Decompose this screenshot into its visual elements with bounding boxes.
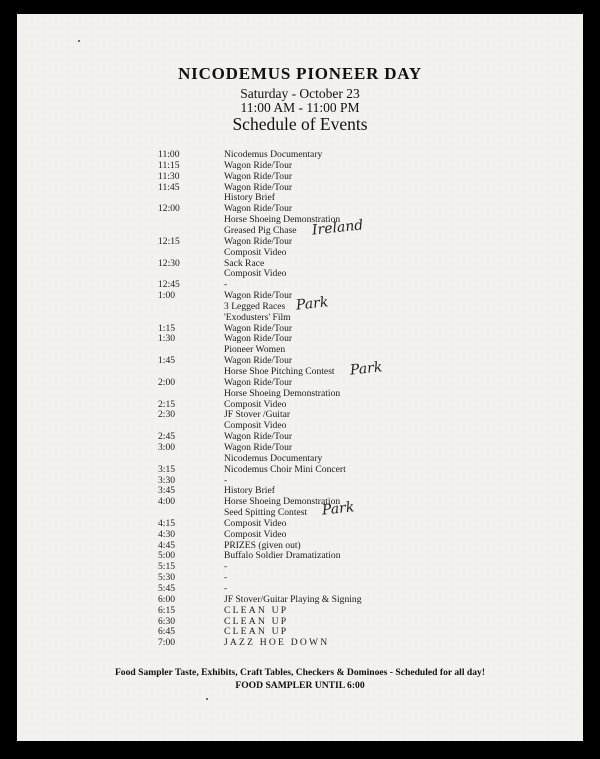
handwritten-note: Ireland: [311, 217, 365, 239]
schedule-event: Wagon Ride/Tour: [224, 333, 293, 345]
schedule-event: History Brief: [224, 192, 275, 204]
schedule-time: 12:00: [158, 203, 180, 215]
event-date: Saturday - October 23: [240, 86, 360, 101]
schedule-event: Wagon Ride/Tour: [224, 290, 293, 302]
schedule-time: 7:00: [158, 637, 176, 649]
schedule-event: Buffalo Soldier Dramatization: [224, 550, 341, 562]
schedule-event: Greased Pig Chase: [224, 224, 297, 236]
schedule-event: Composit Video: [224, 268, 287, 280]
handwritten-note: Park: [321, 499, 356, 519]
schedule-time: [158, 192, 208, 203]
schedule-event: PRIZES (given out): [224, 539, 301, 551]
schedule-time: [158, 312, 208, 323]
handwritten-note: Park: [295, 294, 330, 314]
schedule-time: 5:00: [158, 550, 176, 562]
schedule-time: [158, 268, 208, 279]
schedule-event: Sack Race: [224, 257, 265, 269]
schedule-event: Wagon Ride/Tour: [224, 376, 293, 388]
schedule-event: CLEAN UP: [224, 626, 289, 638]
schedule-event: Wagon Ride/Tour: [224, 235, 293, 247]
schedule-event: Horse Shoeing Demonstration: [224, 387, 341, 399]
schedule-event: JF Stover /Guitar: [224, 409, 291, 421]
schedule-time: 12:45: [158, 279, 180, 291]
handwritten-note: Park: [349, 359, 384, 379]
footer-note: Food Sampler Taste, Exhibits, Craft Tables, Checkers & Dominoes - Scheduled for all day!: [114, 667, 486, 678]
schedule-event: Nicodemus Choir Mini Concert: [224, 463, 346, 475]
schedule-event: Horse Shoeing Demonstration: [224, 496, 341, 508]
schedule-time: 12:30: [158, 257, 180, 269]
schedule-time: 5:15: [158, 561, 176, 573]
schedule-time: 6:45: [158, 626, 176, 638]
schedule-event: History Brief: [224, 485, 275, 497]
schedule-time: 6:15: [158, 604, 176, 616]
schedule-event: Composit Video: [224, 420, 287, 432]
schedule-time: 4:15: [158, 517, 176, 529]
schedule-event: Horse Shoeing Demonstration: [224, 214, 341, 226]
schedule-time: 4:45: [158, 539, 176, 551]
schedule-time: [158, 388, 208, 399]
schedule-time: 1:15: [158, 322, 176, 334]
schedule-time: [158, 301, 208, 312]
schedule-event: Pioneer Women: [224, 344, 286, 356]
schedule-event: CLEAN UP: [224, 604, 289, 616]
document-title: NICODEMUS PIONEER DAY: [178, 64, 422, 83]
schedule-time: 11:00: [158, 149, 180, 160]
schedule-event: Composit Video: [224, 517, 287, 529]
schedule-event: Wagon Ride/Tour: [224, 159, 293, 171]
schedule-event: Wagon Ride/Tour: [224, 355, 293, 367]
schedule-time: 11:45: [158, 181, 180, 193]
schedule-time: 2:30: [158, 409, 176, 421]
schedule-time: 3:45: [158, 485, 176, 497]
schedule-time: 3:15: [158, 463, 176, 475]
schedule-time: 3:30: [158, 474, 176, 486]
schedule-time: 2:45: [158, 431, 176, 443]
schedule-event: Seed Spitting Contest: [224, 507, 308, 519]
schedule-time: 12:15: [158, 235, 180, 247]
schedule-time: 4:00: [158, 496, 176, 508]
schedule-time: [158, 214, 208, 225]
schedule-time: 6:00: [158, 593, 176, 605]
schedule-event: Composit Video: [224, 398, 287, 410]
paper-speck: [78, 40, 80, 42]
schedule-event: -: [224, 474, 228, 486]
schedule-time: 11:30: [158, 170, 180, 182]
schedule-event: Composit Video: [224, 246, 287, 258]
schedule-event: Wagon Ride/Tour: [224, 170, 293, 182]
paper-speck: [206, 698, 208, 700]
schedule-time: [158, 420, 208, 431]
footer-sampler-note: FOOD SAMPLER UNTIL 6:00: [235, 680, 365, 691]
schedule-time: [158, 453, 208, 464]
schedule-event: -: [224, 572, 228, 584]
schedule-event: -: [224, 561, 228, 573]
schedule-time: 1:45: [158, 355, 176, 367]
schedule-time: [158, 225, 208, 236]
schedule-time: 1:00: [158, 290, 176, 302]
schedule-time: 2:00: [158, 376, 176, 388]
schedule-time: 4:30: [158, 528, 176, 540]
schedule-event: CLEAN UP: [224, 615, 289, 627]
schedule-event: 'Exodusters' Film: [224, 311, 291, 323]
schedule-time: 6:30: [158, 615, 176, 627]
schedule-event: Wagon Ride/Tour: [224, 203, 293, 215]
schedule-event: Wagon Ride/Tour: [224, 441, 293, 453]
schedule-event: -: [224, 583, 228, 594]
schedule-event: -: [224, 279, 228, 291]
schedule-event: Wagon Ride/Tour: [224, 322, 293, 334]
schedule-event: Wagon Ride/Tour: [224, 181, 293, 193]
schedule-time: 11:15: [158, 159, 180, 171]
schedule-time: [158, 507, 208, 518]
schedule-time: 5:45: [158, 583, 176, 594]
schedule-event: JF Stover/Guitar Playing & Signing: [224, 593, 362, 605]
schedule-time: [158, 366, 208, 377]
schedule-event: JAZZ HOE DOWN: [224, 637, 330, 649]
schedule-event: Nicodemus Documentary: [224, 149, 323, 160]
schedule-event: Composit Video: [224, 528, 287, 540]
schedule-time: 3:00: [158, 441, 176, 453]
schedule-event: 3 Legged Races: [224, 300, 286, 312]
schedule-event: Horse Shoe Pitching Contest: [224, 366, 335, 377]
schedule-time: [158, 344, 208, 355]
schedule-heading: Schedule of Events: [232, 114, 368, 134]
schedule-time: 2:15: [158, 398, 176, 410]
event-hours: 11:00 AM - 11:00 PM: [240, 100, 360, 115]
schedule-time: [158, 247, 208, 258]
schedule-event: Wagon Ride/Tour: [224, 431, 293, 443]
schedule-event: Nicodemus Documentary: [224, 452, 323, 464]
schedule-time: 5:30: [158, 572, 176, 584]
schedule-time: 1:30: [158, 333, 176, 345]
